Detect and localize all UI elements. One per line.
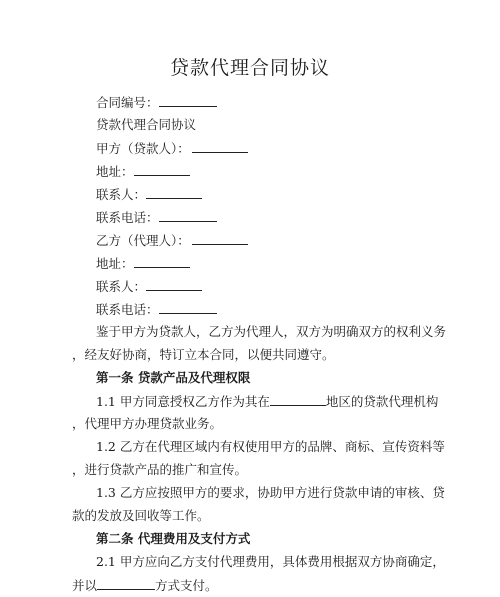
contract-number-label: 合同编号： xyxy=(96,95,159,110)
party-b-contact-label: 联系人： xyxy=(96,279,147,294)
party-b-contact-line xyxy=(96,278,202,295)
party-b-address-label: 地址： xyxy=(96,256,134,271)
party-b-address-line xyxy=(96,255,190,272)
clause-1-1-line-1 xyxy=(96,393,438,410)
party-a-label: 甲方（贷款人）： xyxy=(96,141,190,156)
party-a-contact-line xyxy=(96,186,202,203)
contract-number-line xyxy=(96,94,217,111)
contract-number-blank xyxy=(159,94,217,107)
preamble-line-2: ，经友好协商，特订立本合同，以便共同遵守。 xyxy=(72,347,335,362)
party-b-phone-line xyxy=(96,301,217,318)
clause-1-1-blank xyxy=(270,393,326,406)
party-b-line xyxy=(96,232,248,249)
document-title: 贷款代理合同协议 xyxy=(169,57,330,79)
clause-1-3-line-2: 款的发放及回收等工作。 xyxy=(72,508,210,523)
party-a-address-label: 地址： xyxy=(96,164,134,179)
clause-2-1-text-b: 方式支付。 xyxy=(155,578,218,593)
clause-1-1-text-b: 地区的贷款代理机构 xyxy=(325,394,439,409)
party-a-phone-label: 联系电话： xyxy=(96,210,159,225)
clause-1-1-text-a: 1.1 甲方同意授权乙方作为其在 xyxy=(96,394,270,409)
article-2-heading: 第二条 代理费用及支付方式 xyxy=(96,531,251,546)
clause-2-1-blank xyxy=(97,577,155,590)
party-a-contact-blank xyxy=(146,186,202,199)
clause-1-2-line-2: ，进行贷款产品的推广和宣传。 xyxy=(72,462,248,477)
party-a-phone-line xyxy=(96,209,217,226)
party-b-contact-blank xyxy=(146,278,202,291)
party-a-address-line xyxy=(96,163,190,180)
party-a-line xyxy=(96,140,248,157)
clause-1-1-line-2: ，代理甲方办理贷款业务。 xyxy=(72,416,223,431)
party-b-blank xyxy=(192,232,248,245)
clause-1-3-line-1: 1.3 乙方应按照甲方的要求，协助甲方进行贷款申请的审核、贷 xyxy=(96,485,445,500)
party-a-address-blank xyxy=(134,163,190,176)
article-1-heading: 第一条 贷款产品及代理权限 xyxy=(96,370,251,385)
clause-2-1-line-1: 2.1 甲方应向乙方支付代理费用，具体费用根据双方协商确定， xyxy=(96,554,445,569)
party-b-label: 乙方（代理人）： xyxy=(96,233,190,248)
clause-1-2-line-1: 1.2 乙方在代理区域内有权使用甲方的品牌、商标、宣传资料等 xyxy=(96,439,445,454)
party-b-address-blank xyxy=(134,255,190,268)
party-a-contact-label: 联系人： xyxy=(96,187,147,202)
party-a-blank xyxy=(192,140,248,153)
clause-2-1-text-a: 并以 xyxy=(72,578,98,593)
contract-name-line: 贷款代理合同协议 xyxy=(96,117,197,132)
party-b-phone-label: 联系电话： xyxy=(96,302,159,317)
clause-2-1-line-2 xyxy=(72,577,218,594)
party-a-phone-blank xyxy=(159,209,217,222)
party-b-phone-blank xyxy=(159,301,217,314)
preamble-line-1: 鉴于甲方为贷款人，乙方为代理人，双方为明确双方的权利义务 xyxy=(96,324,447,339)
